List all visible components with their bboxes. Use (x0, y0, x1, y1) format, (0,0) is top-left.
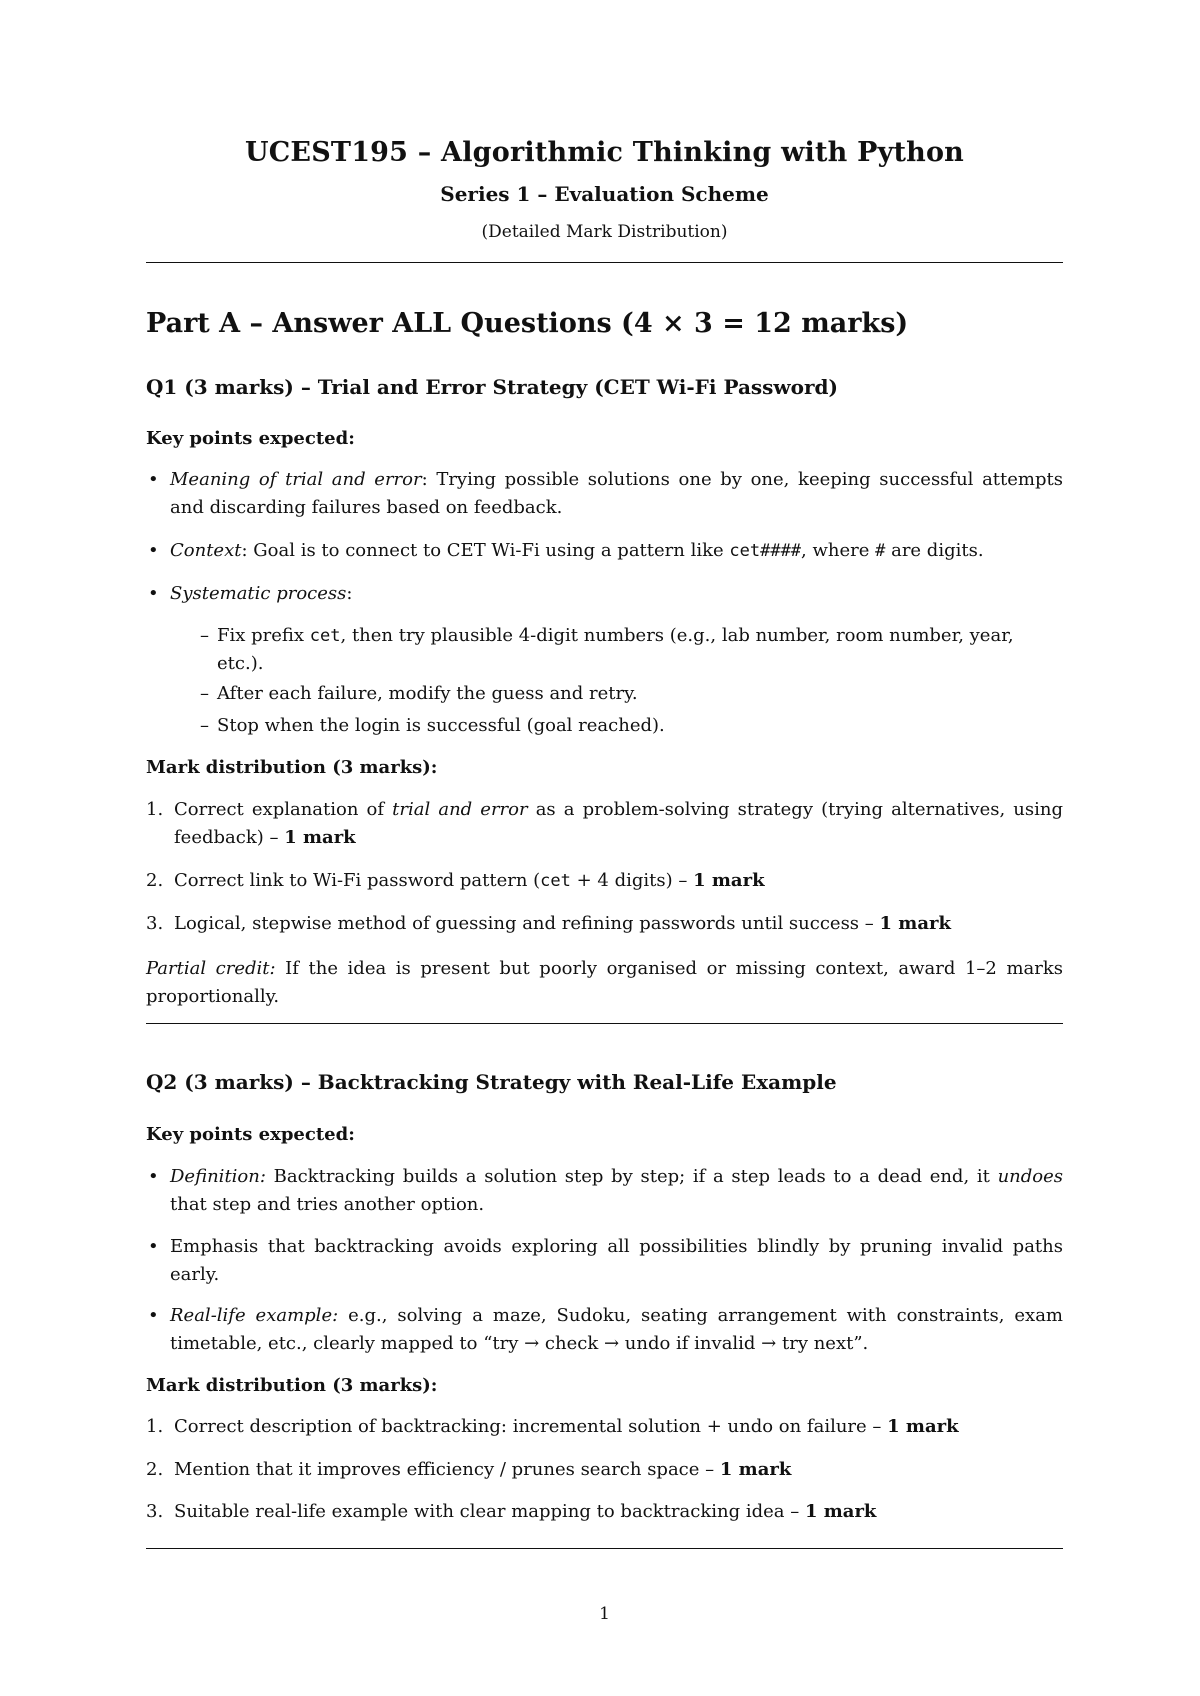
q1-subitem-2: – After each failure, modify the guess and retry. (200, 683, 638, 704)
q2-key-points-label: Key points expected: (146, 1124, 355, 1145)
q2-bullet-3: • Real-life example: e.g., solving a maze, Sudoku, seating arrangement with constraints, exam timetable, etc., clearly mapped to “try → check → undo if invalid → try next”. (146, 1302, 1063, 1358)
divider (146, 262, 1063, 263)
q2-mark-item-1: 1. Correct description of backtracking: incremental solution + undo on failure – 1 mark (146, 1416, 959, 1437)
q1-bullet-2: • Context: Goal is to connect to CET Wi-Fi using a pattern like cet####, where # are digits. (146, 537, 1063, 565)
q1-heading: Q1 (3 marks) – Trial and Error Strategy (CET Wi-Fi Password) (146, 375, 838, 399)
q1-mark-item-3: 3. Logical, stepwise method of guessing and refining passwords until success – 1 mark (146, 913, 951, 934)
q1-bullet-1: • Meaning of trial and error: Trying possible solutions one by one, keeping successful attempts and discarding failures based on feedback. (146, 466, 1063, 522)
q1-subitem-1: – Fix prefix cet, then try plausible 4-digit numbers (e.g., lab number, room number, year, etc.). (200, 625, 1014, 674)
q1-key-points-label: Key points expected: (146, 428, 355, 449)
part-a-heading: Part A – Answer ALL Questions (4 × 3 = 12 marks) (146, 308, 909, 339)
q1-subitem-3: – Stop when the login is successful (goal reached). (200, 715, 665, 736)
q2-mark-item-3: 3. Suitable real-life example with clear mapping to backtracking idea – 1 mark (146, 1501, 877, 1522)
document-subsubtitle: (Detailed Mark Distribution) (481, 222, 728, 242)
document-title: UCEST195 – Algorithmic Thinking with Python (244, 137, 965, 168)
q2-mark-distribution-label: Mark distribution (3 marks): (146, 1375, 438, 1396)
bullet-marker: • (148, 1305, 159, 1326)
q2-bullet-2: • Emphasis that backtracking avoids exploring all possibilities blindly by pruning invalid paths early. (146, 1233, 1063, 1289)
page-number: 1 (599, 1604, 610, 1624)
bullet-marker: • (148, 583, 159, 604)
divider (146, 1548, 1063, 1549)
q1-mark-item-1: 1. Correct explanation of trial and error as a problem-solving strategy (trying alternatives, using feedback) – 1 mark (146, 799, 1063, 848)
q1-partial-credit-note: Partial credit: If the idea is present but poorly organised or missing context, award 1–2 marks proportionally. (146, 958, 1063, 1007)
q1-mark-item-2: 2. Correct link to Wi-Fi password pattern (cet + 4 digits) – 1 mark (146, 870, 765, 891)
bullet-marker: • (148, 1166, 159, 1187)
document-subtitle: Series 1 – Evaluation Scheme (440, 182, 769, 206)
bullet-marker: • (148, 469, 159, 490)
q2-heading: Q2 (3 marks) – Backtracking Strategy with Real-Life Example (146, 1070, 837, 1094)
bullet-marker: • (148, 540, 159, 561)
q2-mark-item-2: 2. Mention that it improves efficiency / prunes search space – 1 mark (146, 1459, 792, 1480)
q1-mark-distribution-label: Mark distribution (3 marks): (146, 757, 438, 778)
bullet-marker: • (148, 1236, 159, 1257)
q2-bullet-1: • Definition: Backtracking builds a solution step by step; if a step leads to a dead end, it undoes that step and tries another option. (146, 1163, 1063, 1219)
q1-bullet-3: • Systematic process: (146, 580, 1063, 608)
divider (146, 1023, 1063, 1024)
